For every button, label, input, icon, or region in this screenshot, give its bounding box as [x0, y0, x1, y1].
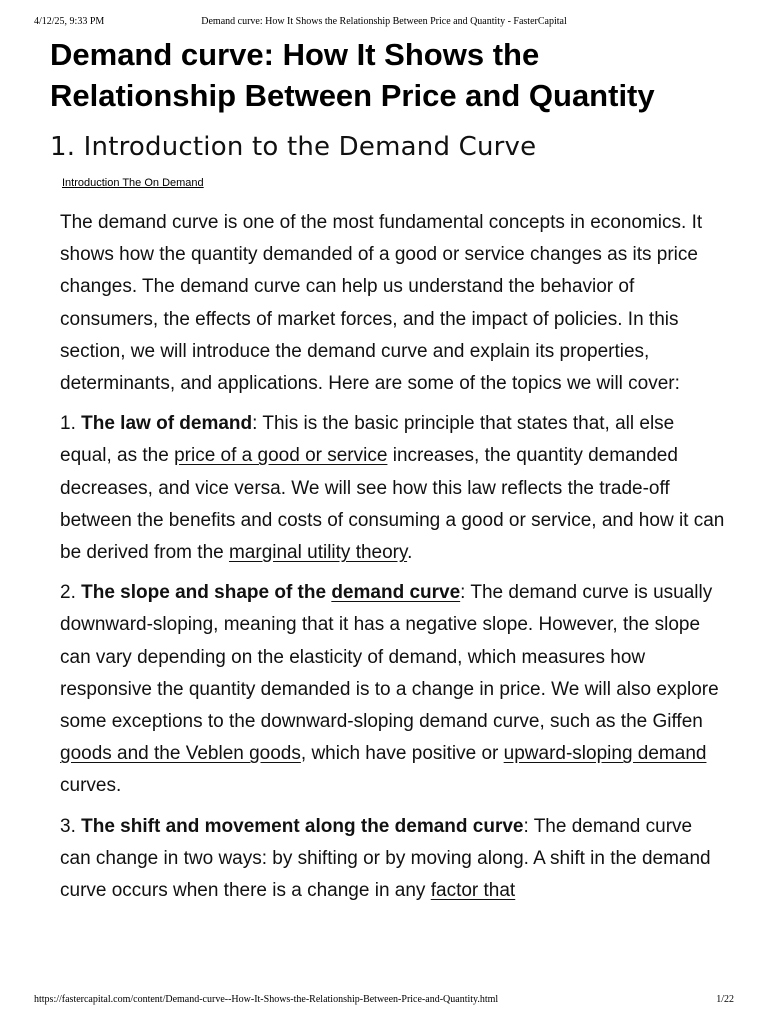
print-footer — [34, 994, 734, 1008]
page-number: 1/22 — [716, 994, 734, 1005]
list-item-number: 1. — [60, 413, 82, 435]
factor-that-link[interactable]: factor that — [430, 880, 516, 902]
list-item-slope-and-shape — [60, 577, 728, 802]
list-item-shift-and-movement — [60, 811, 728, 908]
article-content — [50, 34, 728, 915]
list-item-text: . — [407, 542, 413, 564]
print-header — [34, 16, 734, 30]
article-body — [60, 207, 728, 907]
page-url: https://fastercapital.com/content/Demand-curve--How-It-Shows-the-Relationship-Between-Price-and-Quantity.html — [34, 994, 499, 1005]
demand-curve-link[interactable]: demand curve — [331, 582, 461, 604]
list-item-text: : The demand curve can change in two ways: by shifting or by moving along. A shift in the demand curve occurs when there is a change in any — [60, 815, 711, 902]
list-item-heading: The shift and movement along the demand curve — [81, 815, 524, 837]
list-item-heading — [81, 582, 460, 603]
topic-tag-link[interactable]: Introduction The On Demand — [62, 177, 204, 189]
giffen-veblen-goods-link[interactable]: goods and the Veblen goods — [60, 743, 301, 765]
list-item-number: 2. — [60, 582, 82, 604]
print-page-title: Demand curve: How It Shows the Relationship Between Price and Quantity - FasterCapital — [201, 16, 567, 27]
article-title: Demand curve: How It Shows the Relationship Between Price and Quantity — [50, 37, 655, 113]
list-item-text: , which have positive or — [300, 743, 504, 765]
list-item-heading: The law of demand — [81, 413, 253, 435]
price-of-good-link[interactable]: price of a good or service — [174, 445, 388, 467]
print-datetime: 4/12/25, 9:33 PM — [34, 16, 105, 27]
marginal-utility-theory-link[interactable]: marginal utility theory — [228, 542, 408, 564]
list-item-text: : This is the basic principle that states that, all else equal, as the — [60, 413, 675, 467]
list-item-text: increases, the quantity demanded decreases, and vice versa. We will see how this law reflects the trade-off between the benefits and costs of consuming a good or service, and how it can be derived from the — [60, 445, 725, 564]
list-item-number: 3. — [60, 815, 82, 837]
section-heading: 1. Introduction to the Demand Curve — [50, 132, 537, 162]
list-item-law-of-demand — [60, 408, 728, 569]
upward-sloping-demand-link[interactable]: upward-sloping demand — [503, 743, 707, 765]
list-item-text: curves. — [60, 775, 122, 797]
list-item-text: : The demand curve is usually downward-sloping, meaning that it has a negative slope. However, the slope can vary depending on the elasticity of demand, which measures how responsive the quantity demanded is to a change in price. We will also explore some exceptions to the downward-sloping demand curve, such as the Giffen — [60, 582, 719, 733]
list-item-heading-text: The slope and shape of the — [81, 582, 332, 604]
intro-paragraph: The demand curve is one of the most fundamental concepts in economics. It shows how the quantity demanded of a good or service changes as its price changes. The demand curve can help us understand the behavior of consumers, the effects of market forces, and the impact of policies. In this section, we will introduce the demand curve and explain its properties, determinants, and applications. Here are some of the topics we will cover: — [60, 212, 703, 395]
